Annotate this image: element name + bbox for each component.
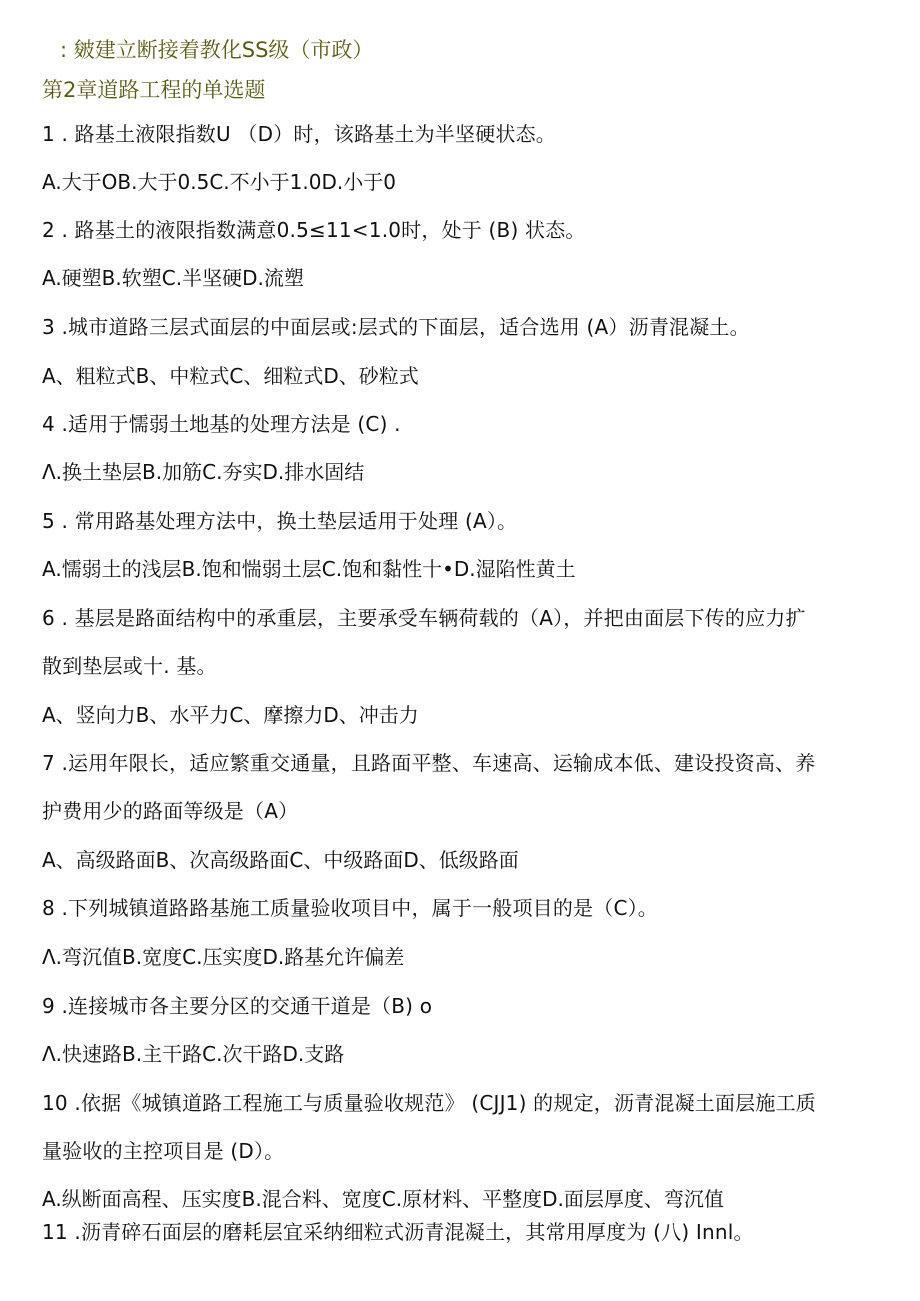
- question-line-7a: 7 .运用年限长，适应繁重交通量，且路面平整、车速高、运输成本低、建设投资高、养: [42, 751, 816, 775]
- option-line-3: A、粗粒式B、中粒式C、细粒式D、砂粒式: [42, 364, 419, 388]
- question-line-3: 3 .城市道路三层式面层的中面层或:层式的下面层，适合选用 (A）沥青混凝土。: [42, 315, 750, 339]
- option-line-7: A、高级路面B、次高级路面C、中级路面D、低级路面: [42, 848, 519, 872]
- question-line-10b: 量验收的主控项目是 (D）。: [42, 1139, 285, 1163]
- option-line-10: A.纵断面高程、压实度B.混合料、宽度C.原材料、平整度D.面层厚度、弯沉值: [42, 1187, 724, 1211]
- option-line-9: Λ.快速路B.主干路C.次干路D.支路: [42, 1042, 345, 1066]
- question-line-8: 8 .下列城镇道路路基施工质量验收项目中，属于一般项目的是（C）。: [42, 896, 659, 920]
- question-line-6b: 散到垫层或十. 基。: [42, 654, 217, 678]
- question-line-1: 1 . 路基土液限指数U （D）时，该路基土为半坚硬状态。: [42, 122, 556, 146]
- question-line-9: 9 .连接城市各主要分区的交通干道是（B) o: [42, 994, 433, 1018]
- option-line-5: A.懦弱土的浅层B.饱和惴弱土层C.饱和黏性十•D.湿陷性黄土: [42, 557, 576, 581]
- question-line-10a: 10 .依据《城镇道路工程施工与质量验收规范》 (CJJ1) 的规定，沥青混凝土面层施工质: [42, 1091, 816, 1115]
- question-line-7b: 护费用少的路面等级是（A）: [42, 799, 299, 823]
- chapter-title: 第2章道路工程的单选题: [42, 78, 266, 102]
- question-line-5: 5 . 常用路基处理方法中，换土垫层适用于处理 (A）。: [42, 509, 518, 533]
- question-line-11: 11 .沥青碎石面层的磨耗层宜采纳细粒式沥青混凝土，其常用厚度为 (八) Innl。: [42, 1220, 754, 1244]
- option-line-6: A、竖向力B、水平力C、摩擦力D、冲击力: [42, 703, 419, 727]
- option-line-2: A.硬塑B.软塑C.半坚硬D.流塑: [42, 266, 304, 290]
- option-line-1: A.大于OB.大于0.5C.不小于1.0D.小于0: [42, 170, 396, 194]
- document-header: : 皴建立断接着教化SS级（市政）: [60, 38, 374, 62]
- option-line-4: Λ.换土垫层B.加筋C.夯实D.排水固结: [42, 460, 365, 484]
- question-line-6a: 6 . 基层是路面结构中的承重层，主要承受车辆荷载的（A），并把由面层下传的应力扩: [42, 606, 806, 630]
- question-line-4: 4 .适用于懦弱土地基的处理方法是 (C) .: [42, 412, 401, 436]
- question-line-2: 2 . 路基土的液限指数满意0.5≤11<1.0时，处于 (B) 状态。: [42, 218, 586, 242]
- option-line-8: Λ.弯沉值B.宽度C.压实度D.路基允许偏差: [42, 945, 405, 969]
